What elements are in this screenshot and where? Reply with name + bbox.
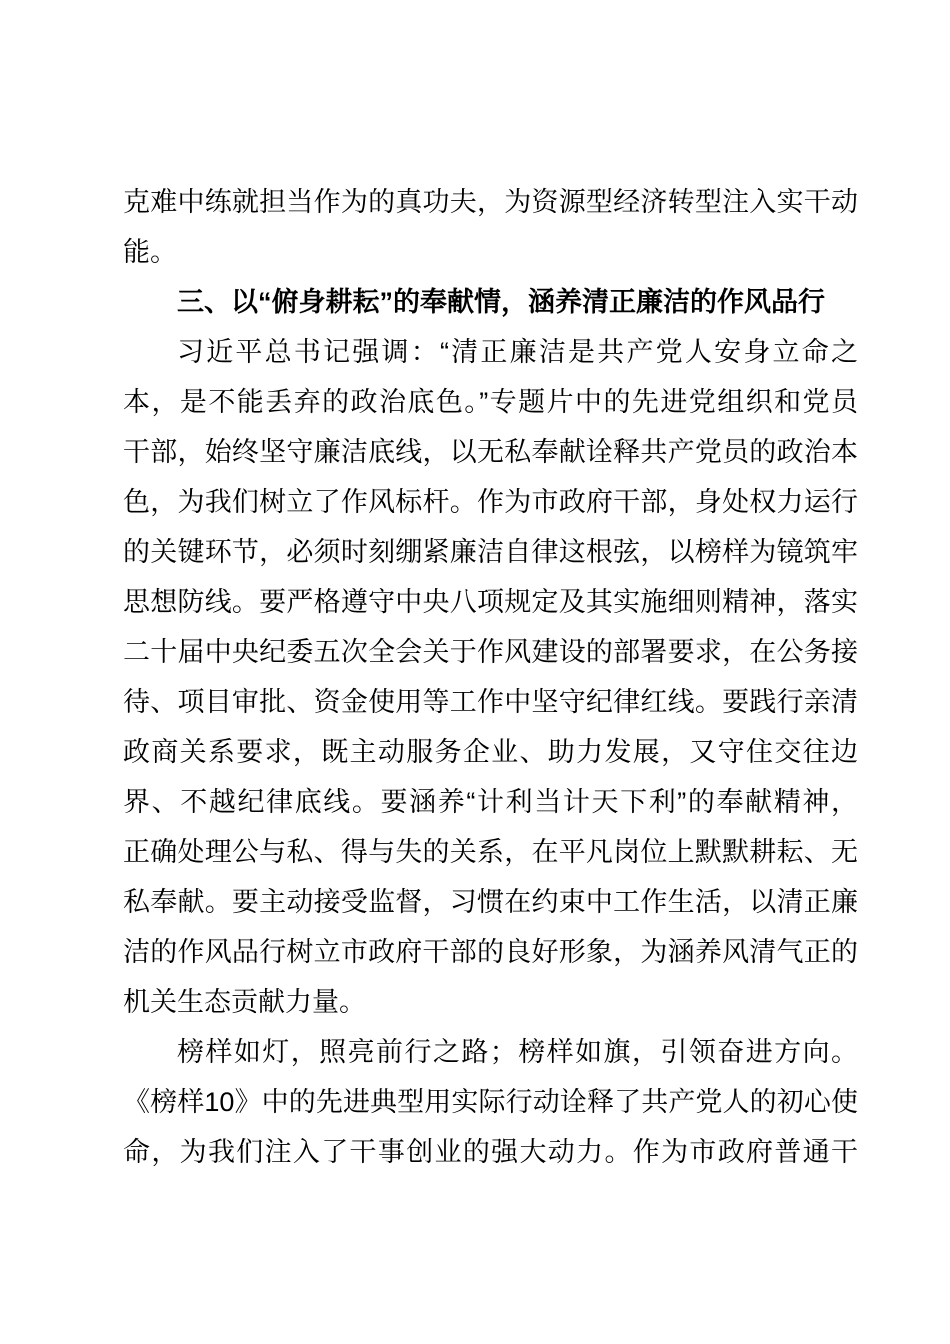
text-line: 政商关系要求，既主动服务企业、助力发展，又守住交往边 <box>123 737 858 767</box>
paragraph <box>123 1027 858 1177</box>
text-line: 干部，始终坚守廉洁底线，以无私奉献诠释共产党员的政治本 <box>123 437 858 467</box>
text-line: 界、不越纪律底线。要涵养“计利当计天下利”的奉献精神， <box>123 787 858 817</box>
text-line: 色，为我们树立了作风标杆。作为市政府干部，身处权力运行 <box>123 487 858 517</box>
text-line: 本，是不能丢弃的政治底色。”专题片中的先进党组织和党员 <box>123 387 858 417</box>
text-line: 榜样如灯，照亮前行之路；榜样如旗，引领奋进方向。 <box>177 1037 858 1067</box>
text-line: 私奉献。要主动接受监督，习惯在约束中工作生活，以清正廉 <box>123 887 858 917</box>
text-line: 机关生态贡献力量。 <box>123 987 366 1017</box>
paragraph <box>123 177 858 277</box>
text-line: 二十届中央纪委五次全会关于作风建设的部署要求，在公务接 <box>123 637 858 667</box>
text-line: 习近平总书记强调：“清正廉洁是共产党人安身立命之 <box>177 337 858 367</box>
paragraph <box>123 327 858 1027</box>
text-line: 洁的作风品行树立市政府干部的良好形象，为涵养风清气正的 <box>123 937 858 967</box>
text-line: 《榜样10》中的先进典型用实际行动诠释了共产党人的初心使 <box>123 1087 858 1117</box>
text-line: 三、以“俯身耕耘”的奉献情，涵养清正廉洁的作风品行 <box>177 287 825 317</box>
text-line: 命，为我们注入了干事创业的强大动力。作为市政府普通干 <box>123 1137 858 1167</box>
text-line: 能。 <box>123 237 177 267</box>
section-heading <box>123 277 858 327</box>
text-line: 的关键环节，必须时刻绷紧廉洁自律这根弦，以榜样为镜筑牢 <box>123 537 858 567</box>
text-line: 正确处理公与私、得与失的关系，在平凡岗位上默默耕耘、无 <box>123 837 858 867</box>
text-line: 克难中练就担当作为的真功夫，为资源型经济转型注入实干动 <box>123 187 858 217</box>
text-line: 待、项目审批、资金使用等工作中坚守纪律红线。要践行亲清 <box>123 687 858 717</box>
text-line: 思想防线。要严格遵守中央八项规定及其实施细则精神，落实 <box>123 587 858 617</box>
